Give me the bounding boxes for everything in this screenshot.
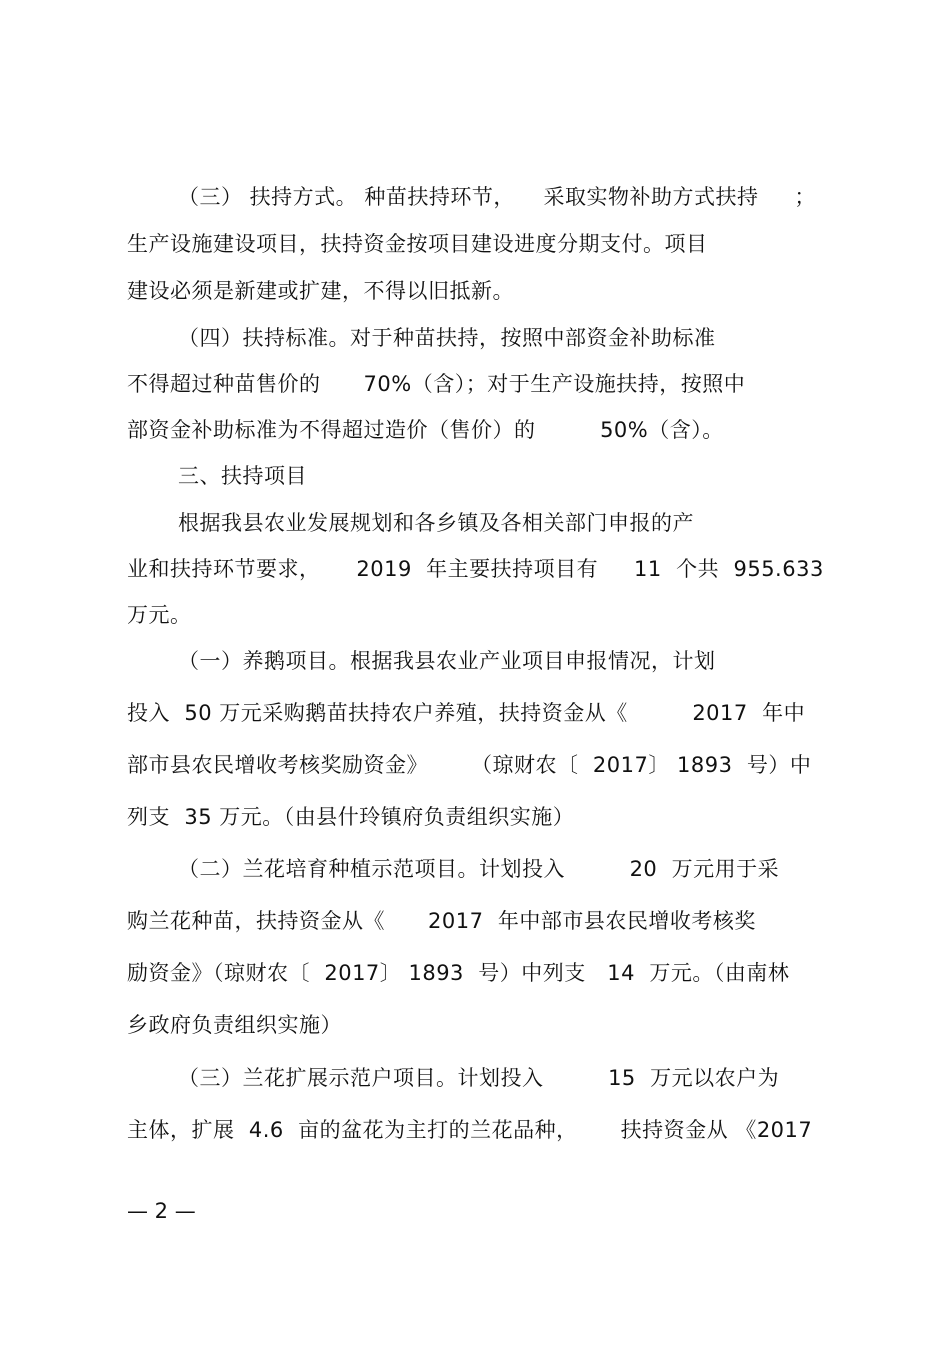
paragraph-line: 万元。 xyxy=(127,603,192,627)
paragraph-line: （二）兰花培育种植示范项目。计划投入 20 万元用于采 xyxy=(178,857,780,881)
paragraph-line: （三）兰花扩展示范户项目。计划投入 15 万元以农户为 xyxy=(178,1066,780,1090)
paragraph-line: 部资金补助标准为不得超过造价（售价）的 50%（含）。 xyxy=(127,418,724,442)
paragraph-line: （一）养鹅项目。根据我县农业产业项目申报情况，计划 xyxy=(178,649,716,673)
paragraph-line: 列支 35 万元。（由县什玲镇府负责组织实施） xyxy=(127,805,575,829)
paragraph-line: 根据我县农业发展规划和各乡镇及各相关部门申报的产 xyxy=(178,511,694,535)
paragraph-line: 购兰花种苗，扶持资金从《 2017 年中部市县农民增收考核奖 xyxy=(127,909,756,933)
page-number: — 2 — xyxy=(127,1199,196,1223)
paragraph-line: 不得超过种苗售价的 70%（含）；对于生产设施扶持，按照中 xyxy=(127,372,746,396)
paragraph-line: 部市县农民增收考核奖励资金》 （琼财农〔 2017〕 1893 号）中 xyxy=(127,753,812,777)
paragraph-line: （四）扶持标准。对于种苗扶持，按照中部资金补助标准 xyxy=(178,326,716,350)
paragraph-line: 乡政府负责组织实施） xyxy=(127,1013,342,1037)
section-heading: 三、扶持项目 xyxy=(178,464,307,488)
paragraph-line: 业和扶持环节要求， 2019 年主要扶持项目有 11 个共 955.633 xyxy=(127,557,824,581)
paragraph-line: 建设必须是新建或扩建，不得以旧抵新。 xyxy=(127,279,514,303)
paragraph-line: 投入 50 万元采购鹅苗扶持农户养殖，扶持资金从《 2017 年中 xyxy=(127,701,806,725)
paragraph-line: 生产设施建设项目，扶持资金按项目建设进度分期支付。项目 xyxy=(127,232,708,256)
paragraph-line: 励资金》（琼财农〔 2017〕 1893 号）中列支 14 万元。（由南林 xyxy=(127,961,790,985)
paragraph-line: （三） 扶持方式。 种苗扶持环节， 采取实物补助方式扶持 ； xyxy=(178,185,816,209)
paragraph-line: 主体，扩展 4.6 亩的盆花为主打的兰花品种， 扶持资金从 《2017 xyxy=(127,1118,813,1142)
